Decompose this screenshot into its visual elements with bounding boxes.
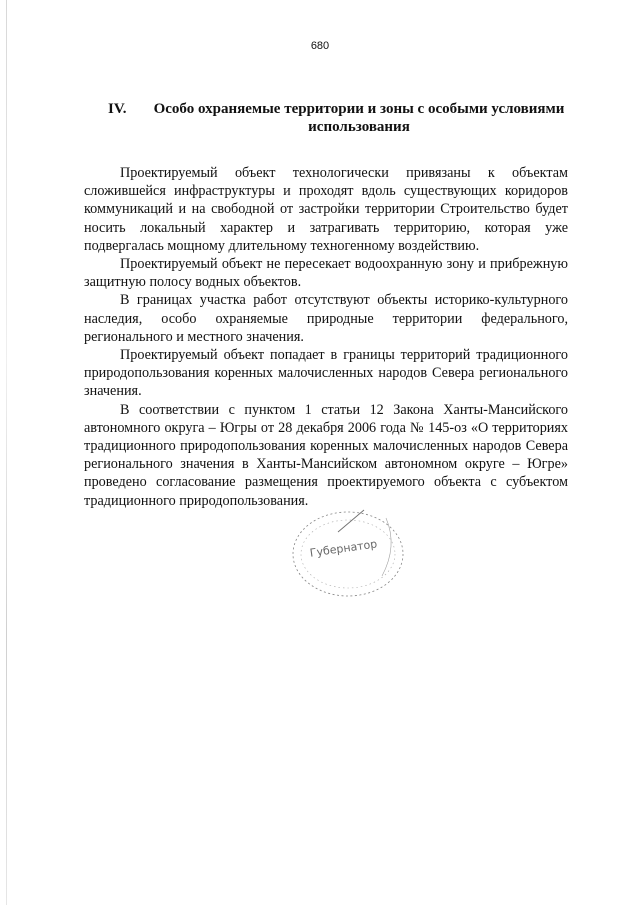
paragraph: В границах участка работ отсутствуют объекты историко-культурного наследия, особо охраняемые природные территории федерального, регионального и местного значения.: [84, 292, 568, 345]
official-stamp: [286, 506, 410, 604]
section-body: [84, 164, 568, 510]
page-number: 680: [310, 40, 330, 52]
scan-edge: [6, 0, 7, 905]
section-number: IV.: [108, 101, 127, 117]
paragraph: Проектируемый объект технологически привязаны к объектам сложившейся инфраструктуры и проходят вдоль существующих коридоров коммуникаций и на свободной от застройки территории Строительство будет носить локальный характер и затрагивать территорию, которая уже подвергалась мощному длительному техногенному воздействию.: [84, 165, 568, 254]
paragraph: Проектируемый объект попадает в границы территорий традиционного природопользования коренных малочисленных народов Севера регионального значения.: [84, 347, 568, 400]
paragraph: В соответствии с пунктом 1 статьи 12 Закона Ханты-Мансийского автономного округа – Югры от 28 декабря 2006 года № 145-оз «О территориях традиционного природопользования коренных малочисленных народов Севера регионального значения в Ханты-Мансийском автономном округе – Югре» проведено согласование размещения проектируемого объекта с субъектом традиционного природопользования.: [84, 401, 568, 509]
section-heading: [108, 100, 570, 136]
stamp-text: Губернатор: [309, 537, 378, 560]
section-title: Особо охраняемые территории и зоны с особыми условиями использования: [153, 101, 565, 135]
paragraph: Проектируемый объект не пересекает водоохранную зону и прибрежную защитную полосу водных объектов.: [84, 256, 568, 291]
